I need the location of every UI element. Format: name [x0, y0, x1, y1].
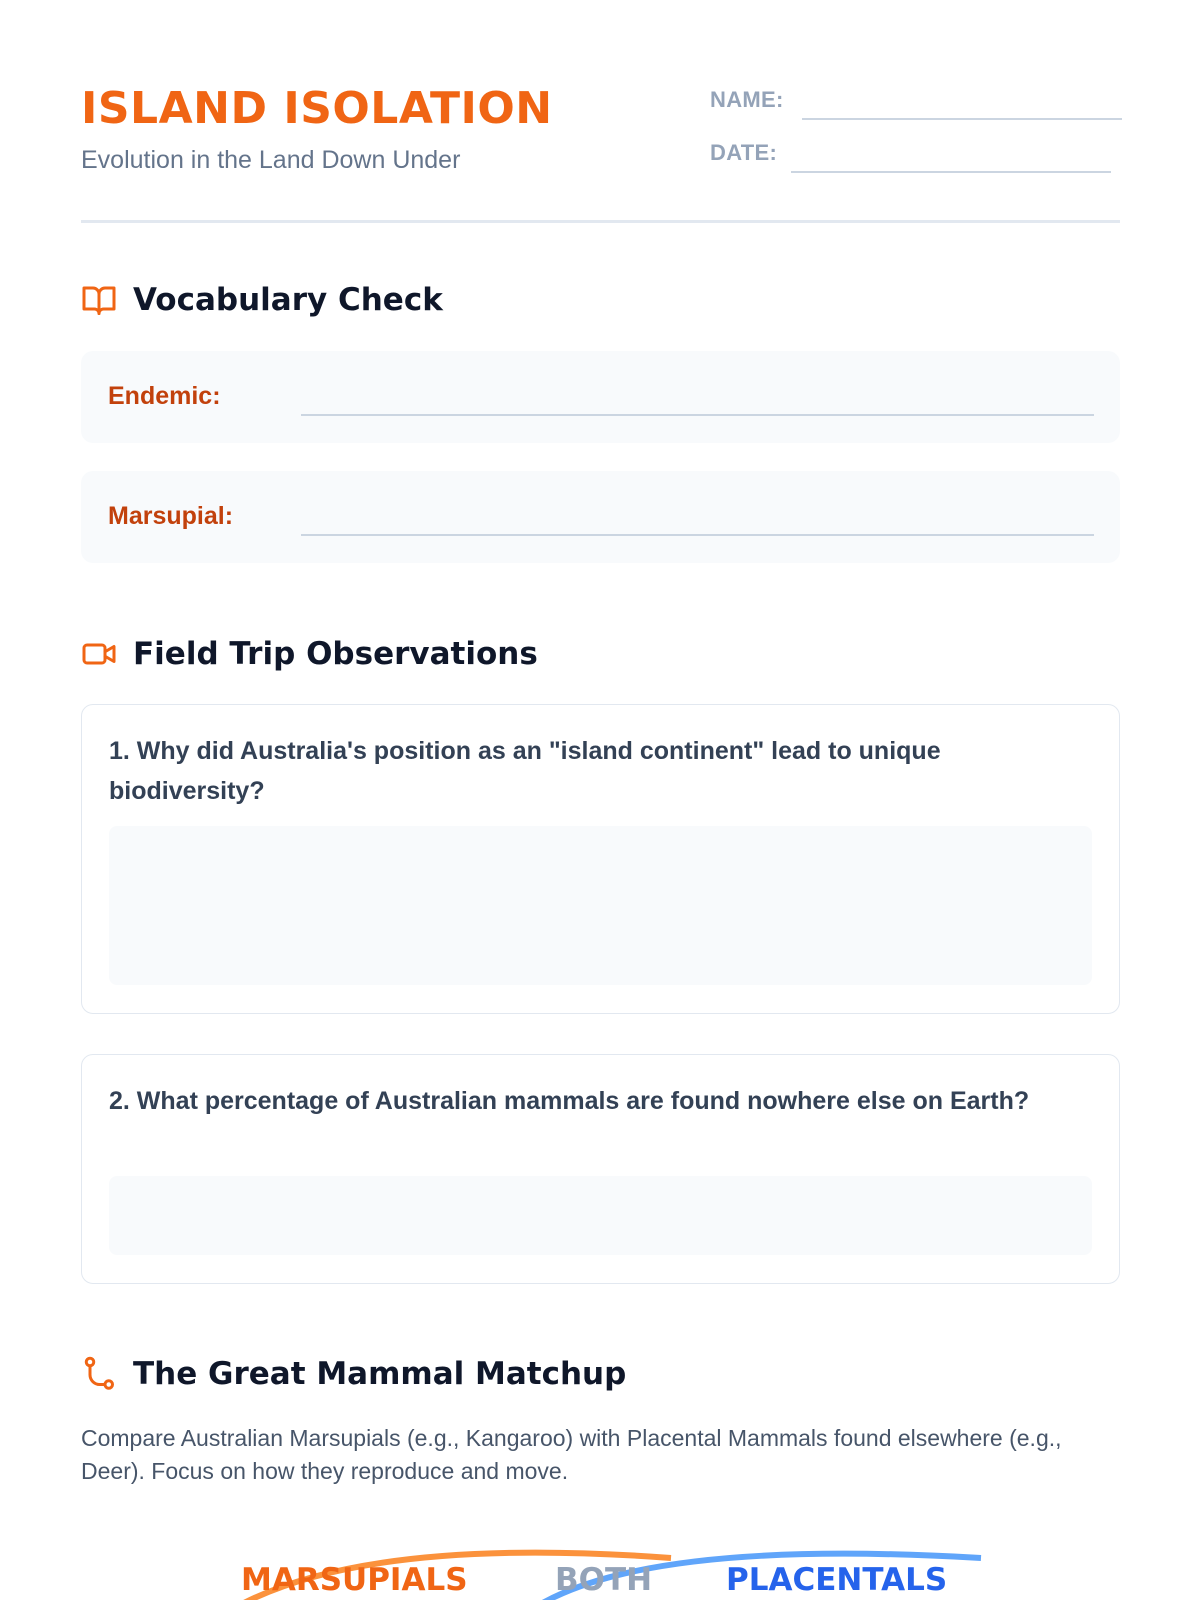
answer-box[interactable]	[109, 1176, 1092, 1255]
worksheet-title: ISLAND ISOLATION	[81, 83, 553, 134]
vocab-row-endemic	[81, 351, 1120, 443]
matchup-title: The Great Mammal Matchup	[133, 1356, 627, 1392]
field-trip-title: Field Trip Observations	[133, 636, 538, 672]
question-text: 2. What percentage of Australian mammals are found nowhere else on Earth?	[109, 1087, 1030, 1115]
answer-box[interactable]	[109, 826, 1092, 985]
route-icon	[81, 1356, 117, 1392]
vocab-answer-line[interactable]	[301, 534, 1094, 536]
matchup-instructions: Compare Australian Marsupials (e.g., Kangaroo) with Placental Mammals found elsewhere (e.g., Deer). Focus on how they reproduce and move.	[81, 1425, 1062, 1484]
matchup-section-header	[81, 1354, 626, 1394]
vocab-term-label: Endemic:	[108, 382, 221, 410]
venn-right-label: PLACENTALS	[726, 1562, 948, 1598]
worksheet-header	[81, 78, 1120, 222]
vocab-answer-line[interactable]	[301, 414, 1094, 416]
field-trip-section-header	[81, 634, 538, 674]
vocab-term-label: Marsupial:	[108, 502, 234, 530]
vocabulary-title: Vocabulary Check	[133, 282, 443, 318]
book-open-icon	[81, 282, 117, 318]
video-camera-icon	[81, 636, 117, 672]
name-field[interactable]	[802, 118, 1122, 120]
vocabulary-section-header	[81, 280, 443, 320]
name-label: NAME:	[710, 87, 784, 112]
question-card-2	[81, 1054, 1120, 1284]
question-text: 1. Why did Australia's position as an "island continent" lead to unique biodiversity?	[109, 737, 941, 805]
worksheet-subtitle: Evolution in the Land Down Under	[81, 146, 461, 174]
venn-middle-label: BOTH	[555, 1562, 653, 1598]
venn-left-label: MARSUPIALS	[241, 1562, 468, 1598]
date-field[interactable]	[791, 171, 1111, 173]
date-label: DATE:	[710, 140, 778, 165]
venn-diagram	[81, 1540, 1120, 1600]
vocab-row-marsupial	[81, 471, 1120, 563]
header-divider	[81, 220, 1120, 223]
question-card-1	[81, 704, 1120, 1014]
